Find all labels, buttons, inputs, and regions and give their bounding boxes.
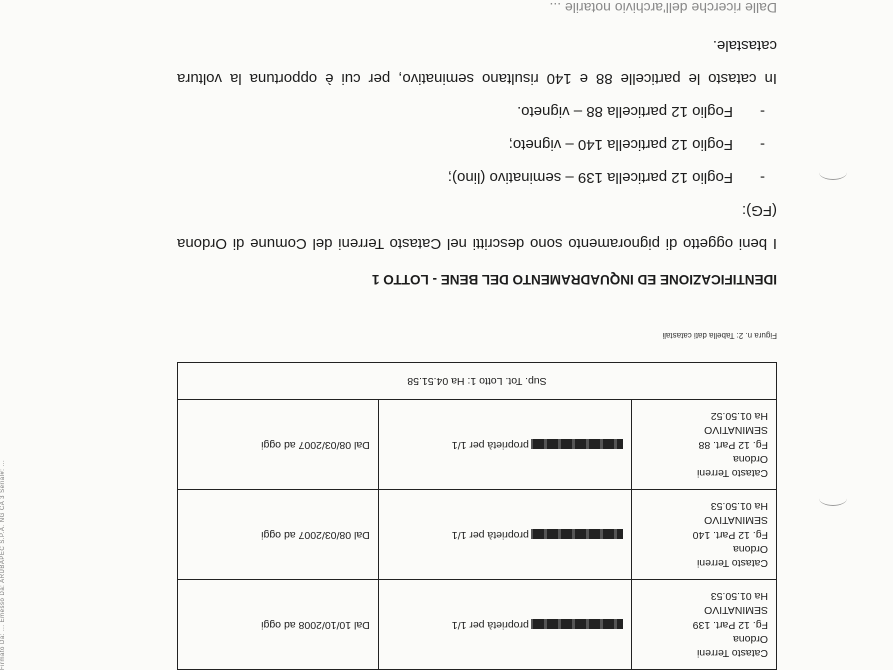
catasto-line: Ha 01.50.53 bbox=[710, 500, 768, 513]
redacted-name bbox=[531, 529, 623, 539]
intro-paragraph: I beni oggetto di pignoramento sono descritti nel Catasto Terreni del Comune di Ordona (FG): bbox=[177, 202, 777, 252]
catasto-line: Catasto Terreni bbox=[696, 556, 768, 569]
ownership-text: proprietà per 1/1 bbox=[451, 528, 529, 541]
ownership-text: proprietà per 1/1 bbox=[451, 438, 529, 451]
ownership-cell bbox=[378, 490, 631, 580]
list-item: - Foglio 12 particella 88 – vigneto. bbox=[177, 95, 777, 128]
ownership-cell bbox=[378, 580, 631, 670]
punch-hole-mark bbox=[819, 165, 847, 180]
catasto-line: Ordona bbox=[732, 542, 768, 555]
catasto-line: Fg. 12 Part. 140 bbox=[692, 528, 768, 541]
cadastral-data-table bbox=[177, 362, 777, 670]
date-cell: Dal 08/03/2007 ad oggi bbox=[178, 490, 379, 580]
punch-hole-mark bbox=[819, 491, 847, 506]
cutoff-text-line: Dalle ricerche dell'archivio notarile ... bbox=[549, 0, 777, 16]
redacted-name bbox=[531, 619, 623, 629]
catasto-line: SEMINATIVO bbox=[704, 424, 768, 437]
table-row bbox=[178, 580, 777, 670]
date-cell: Dal 08/03/2007 ad oggi bbox=[178, 400, 379, 490]
table-row bbox=[178, 490, 777, 580]
date-cell: Dal 10/10/2008 ad oggi bbox=[178, 580, 379, 670]
body-text bbox=[177, 29, 777, 260]
catasto-line: Ordona bbox=[732, 632, 768, 645]
ownership-text: proprietà per 1/1 bbox=[451, 618, 529, 631]
list-item: - Foglio 12 particella 140 – vigneto; bbox=[177, 128, 777, 161]
table-caption: Figura n. 2: Tabella dati catastali bbox=[662, 331, 777, 340]
note-paragraph: In catasto le particelle 88 e 140 risultano seminativo, per cui è opportuna la voltura catastale. bbox=[177, 37, 777, 87]
section-heading: IDENTIFICAZIONE ED INQUADRAMENTO DEL BENE - LOTTO 1 bbox=[371, 272, 777, 287]
table-row bbox=[178, 400, 777, 490]
signature-margin-code: Firmato Da: ... Emesso Da: ARUBAPEC S.P.A. NG CA 3 Serial#: ... bbox=[0, 459, 6, 670]
catasto-line: Catasto Terreni bbox=[696, 646, 768, 659]
catasto-line: Fg. 12 Part. 139 bbox=[692, 618, 768, 631]
catasto-line: Ordona bbox=[732, 452, 768, 465]
catasto-line: Catasto Terreni bbox=[696, 466, 768, 479]
ownership-cell bbox=[378, 400, 631, 490]
catasto-cell bbox=[631, 490, 776, 580]
list-item: - Foglio 12 particella 139 – seminativo (lino); bbox=[177, 161, 777, 194]
table-total-row bbox=[178, 363, 777, 400]
total-surface: Sup. Tot. Lotto 1: Ha 04.51.58 bbox=[178, 363, 777, 400]
redacted-name bbox=[531, 439, 623, 449]
catasto-line: SEMINATIVO bbox=[704, 514, 768, 527]
catasto-cell bbox=[631, 580, 776, 670]
catasto-line: SEMINATIVO bbox=[704, 604, 768, 617]
catasto-line: Ha 01.50.53 bbox=[710, 590, 768, 603]
catasto-cell bbox=[631, 400, 776, 490]
catasto-line: Ha 01.50.52 bbox=[710, 410, 768, 423]
catasto-line: Fg. 12 Part. 88 bbox=[698, 438, 768, 451]
